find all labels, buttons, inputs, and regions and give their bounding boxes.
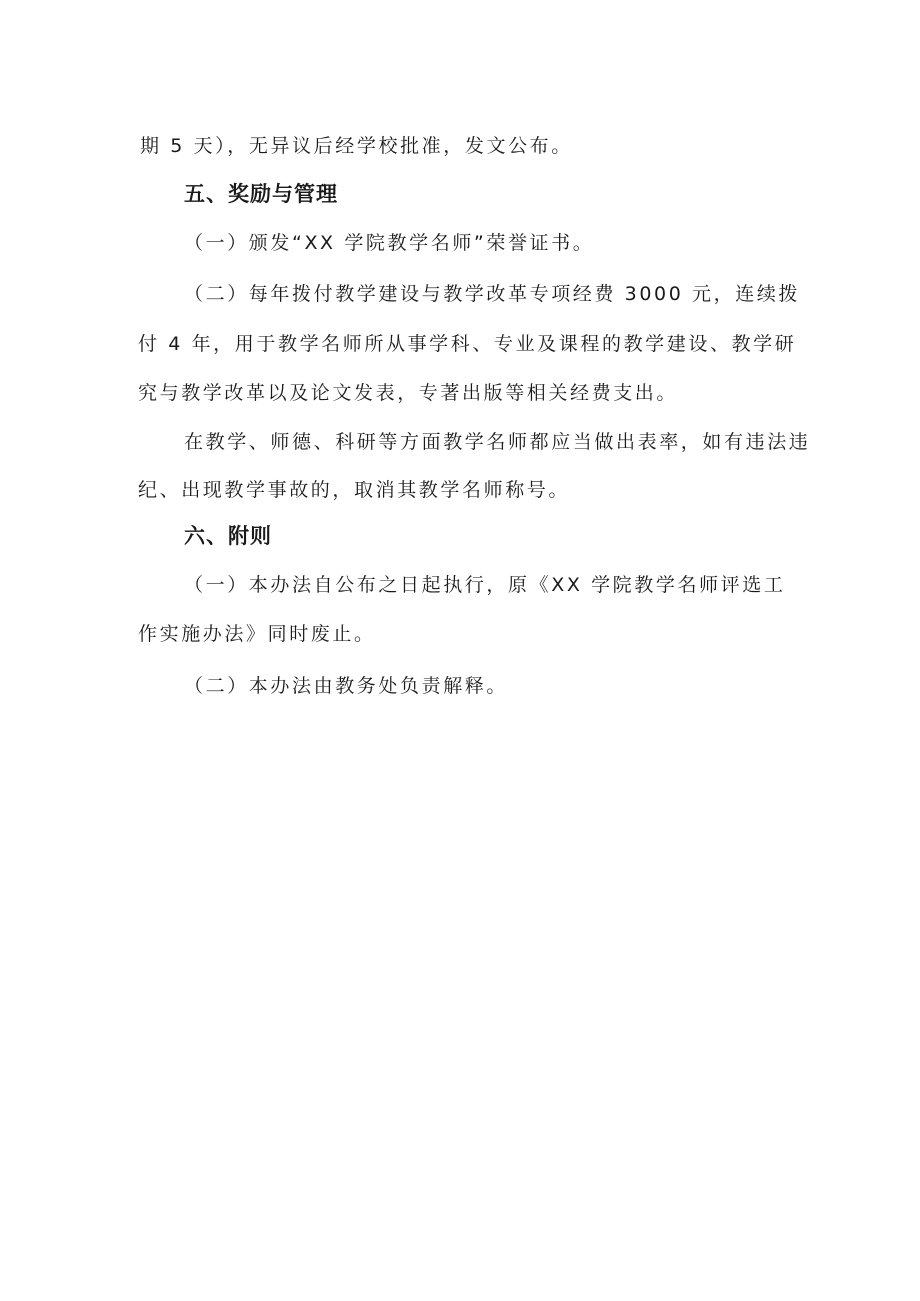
section-6-item-1-line-1: （一）本办法自公布之日起执行，原《XX 学院教学名师评选工 [184,574,786,596]
section-5-item-2-line-3: 究与教学改革以及论文发表，专著出版等相关经费支出。 [138,382,679,404]
section-5-heading: 五、奖励与管理 [184,182,338,206]
intro-line: 期 5 天），无异议后经学校批准，发文公布。 [140,135,573,157]
section-6-heading: 六、附则 [184,524,272,548]
section-6-item-2: （二）本办法由教务处负责解释。 [184,675,509,697]
section-5-item-2-line-1: （二）每年拨付教学建设与教学改革专项经费 3000 元，连续拨 [184,283,801,305]
section-5-paragraph-3-line-2: 纪、出现教学事故的，取消其教学名师称号。 [138,479,571,501]
section-5-item-2-line-2: 付 4 年，用于教学名师所从事学科、专业及课程的教学建设、教学研 [138,333,797,355]
section-5-item-1: （一）颁发“XX 学院教学名师”荣誉证书。 [184,232,595,254]
section-5-paragraph-3-line-1: 在教学、师德、科研等方面教学名师都应当做出表率，如有违法违 [184,431,811,453]
section-6-item-1-line-2: 作实施办法》同时废止。 [138,623,376,645]
